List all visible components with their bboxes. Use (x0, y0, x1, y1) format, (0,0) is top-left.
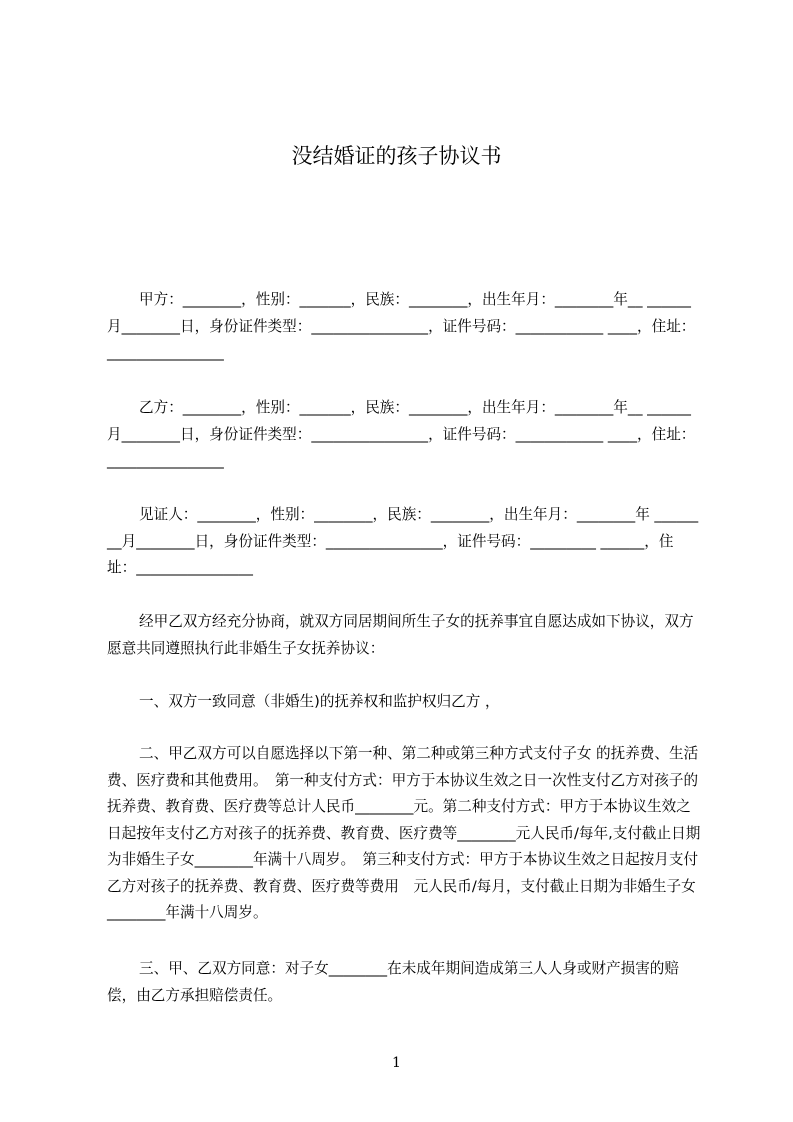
witness-paragraph: 见证人：________，性别：________，民族：________，出生年月：________年 ________月________日，身份证件类型：________________，证件号码：_________ ______，住址：________________ (107, 506, 699, 576)
document-title: 没结婚证的孩子协议书 (291, 144, 502, 168)
party-a-paragraph: 甲方：________，性别：_______，民族：________，出生年月：________年__ ______月________日，身份证件类型：________________，证件号码：____________ ____，住址：________________ (107, 291, 696, 361)
preamble-paragraph: 经甲乙双方经充分协商，就双方同居期间所生子女的抚养事宜自愿达成如下协议，双方愿意共同遵照执行此非婚生子女抚养协议： (107, 613, 694, 657)
page-number: 1 (392, 1055, 401, 1071)
clause-one-paragraph: 一、双方一致同意（非婚生)的抚养权和监护权归乙方 ， (139, 693, 500, 710)
clause-two-paragraph: 二、甲乙双方可以自愿选择以下第一种、第二种或第三种方式支付子女 的抚养费、生活费、医疗费和其他费用。 第一种支付方式：甲方于本协议生效之日一次性支付乙方对孩子的抚养费、教育费、医疗费等总计人民币________元。第二种支付方式：甲方于本协议生效之日起按年支付乙方对孩子的抚养费、教育费、医疗费等________元人民币/每年,支付截止日期为非婚生子女________年满十八周岁。 第三种支付方式：甲方于本协议生效之日起按月支付乙方对孩子的抚养费、教育费、医疗费等费用 元人民币/每月，支付截止日期为非婚生子女________年满十八周岁。 (107, 745, 701, 921)
clause-three-paragraph: 三、甲、乙双方同意：对子女________在未成年期间造成第三人人身或财产损害的赔偿，由乙方承担赔偿责任。 (107, 960, 679, 1004)
party-b-paragraph: 乙方：________，性别：_______，民族：________，出生年月：________年__ ______月________日，身份证件类型：________________，证件号码：____________ ____，住址：________________ (107, 399, 696, 469)
